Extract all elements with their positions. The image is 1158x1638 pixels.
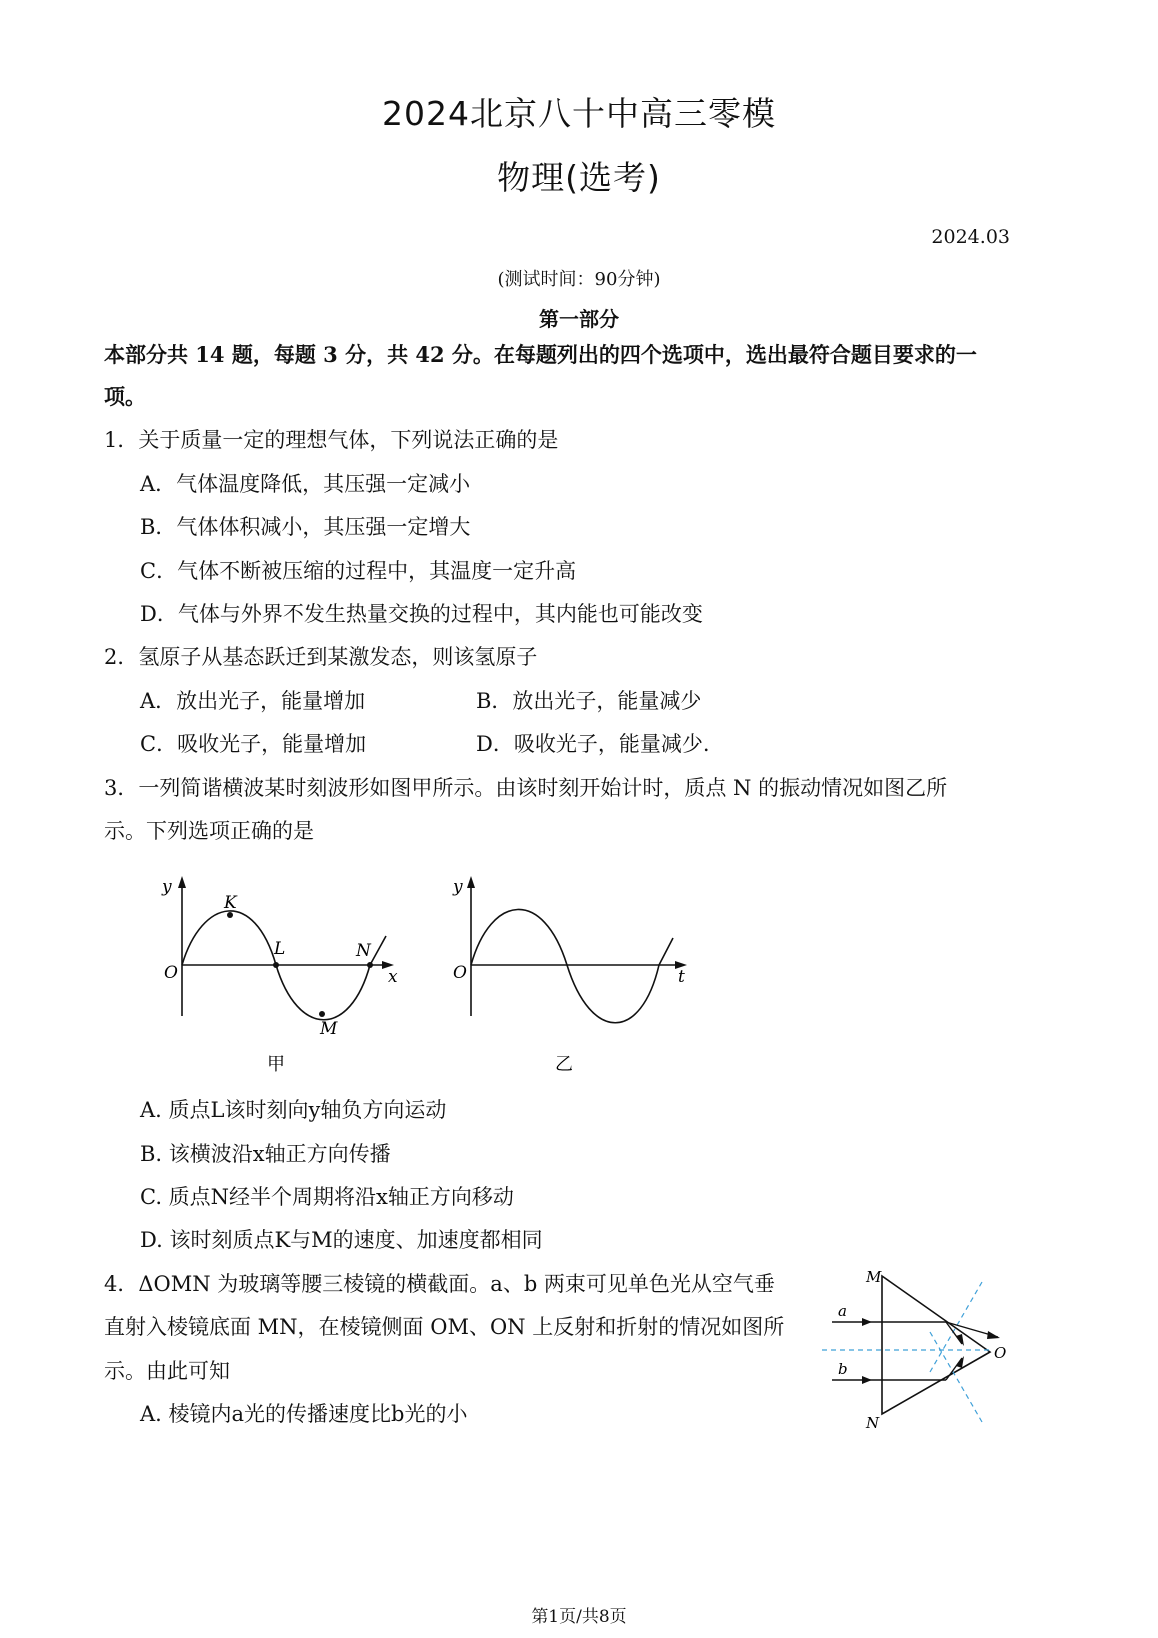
question-3-stem-line2: 示。下列选项正确的是	[104, 819, 314, 843]
jia-label-k: K	[224, 893, 237, 913]
exam-date: 2024.03	[931, 226, 1010, 248]
question-3-option-c: C. 质点N经半个周期将沿x轴正方向移动	[140, 1185, 514, 1209]
question-1-option-b: B．气体体积减小，其压强一定增大	[140, 515, 471, 539]
instructions-line2: 项。	[104, 384, 146, 409]
yi-y-arrow	[467, 876, 475, 888]
question-2-option-d: D．吸收光子，能量减少.	[476, 732, 710, 756]
yi-caption: 乙	[555, 1054, 573, 1075]
beam-a-arrow-reflect	[956, 1334, 964, 1346]
jia-origin-label: O	[164, 963, 178, 983]
figure-prism	[822, 1262, 1022, 1440]
question-1-stem: 1．关于质量一定的理想气体，下列说法正确的是	[104, 428, 559, 452]
question-3-stem-line1: 3．一列简谐横波某时刻波形如图甲所示。由该时刻开始计时，质点 N 的振动情况如图乙所	[104, 776, 948, 800]
normal-line-on	[930, 1332, 982, 1422]
jia-label-m: M	[320, 1019, 338, 1039]
page-footer: 第1页/共8页	[531, 1607, 627, 1627]
prism-label-b: b	[838, 1360, 848, 1378]
question-4-stem-line1: 4．ΔOMN 为玻璃等腰三棱镜的横截面。a、b 两束可见单色光从空气垂	[104, 1272, 775, 1296]
prism-triangle	[882, 1276, 990, 1414]
prism-label-a: a	[838, 1302, 847, 1320]
beam-a-arrow-out	[987, 1331, 1000, 1339]
question-3-option-a: A. 质点L该时刻向y轴负方向运动	[140, 1098, 447, 1122]
question-2-stem: 2．氢原子从基态跃迁到某激发态，则该氢原子	[104, 645, 538, 669]
page-subtitle: 物理(选考)	[497, 158, 661, 197]
jia-caption: 甲	[267, 1054, 285, 1075]
beam-a-arrow-in	[862, 1318, 872, 1326]
page-title: 2024北京八十中高三零模	[382, 94, 776, 133]
prism-label-n: N	[866, 1414, 880, 1432]
yi-t-label: t	[678, 967, 685, 987]
question-4-stem-line3: 示。由此可知	[104, 1359, 230, 1383]
instructions-line1: 本部分共 14 题，每题 3 分，共 42 分。在每题列出的四个选项中，选出最符合题目要求的一	[104, 342, 977, 367]
yi-y-label: y	[453, 877, 463, 897]
question-3-option-b: B. 该横波沿x轴正方向传播	[140, 1142, 391, 1166]
question-2-option-c: C．吸收光子，能量增加	[140, 732, 367, 756]
jia-y-arrow	[178, 876, 186, 888]
question-4-stem-line2: 直射入棱镜底面 MN，在棱镜侧面 OM、ON 上反射和折射的情况如图所	[104, 1315, 785, 1339]
normal-line-om	[930, 1282, 982, 1372]
beam-b-arrow-in	[862, 1376, 872, 1384]
part-heading: 第一部分	[539, 307, 619, 331]
figure-yi-vibration	[445, 868, 705, 1078]
question-4-option-a: A. 棱镜内a光的传播速度比b光的小	[140, 1402, 468, 1426]
prism-label-m: M	[866, 1268, 882, 1286]
jia-y-label: y	[162, 877, 172, 897]
yi-origin-label: O	[453, 963, 467, 983]
prism-label-o: O	[994, 1344, 1007, 1362]
question-1-option-c: C．气体不断被压缩的过程中，其温度一定升高	[140, 559, 577, 583]
question-2-option-a: A．放出光子，能量增加	[140, 689, 366, 713]
question-3-option-d: D. 该时刻质点K与M的速度、加速度都相同	[140, 1228, 543, 1252]
jia-label-n: N	[356, 941, 371, 961]
test-time: (测试时间：90分钟)	[497, 269, 661, 290]
yi-curve	[471, 909, 673, 1022]
jia-point-m	[319, 1011, 325, 1017]
jia-point-l	[273, 962, 279, 968]
jia-x-label: x	[388, 967, 398, 987]
beam-b-arrow-reflect	[956, 1356, 964, 1368]
question-2-option-b: B．放出光子，能量减少	[476, 689, 702, 713]
question-1-option-a: A．气体温度降低，其压强一定减小	[140, 472, 471, 496]
question-1-option-d: D．气体与外界不发生热量交换的过程中，其内能也可能改变	[140, 602, 703, 626]
figure-jia-waveform	[150, 868, 420, 1078]
jia-label-l: L	[274, 939, 286, 959]
jia-point-n	[367, 962, 373, 968]
